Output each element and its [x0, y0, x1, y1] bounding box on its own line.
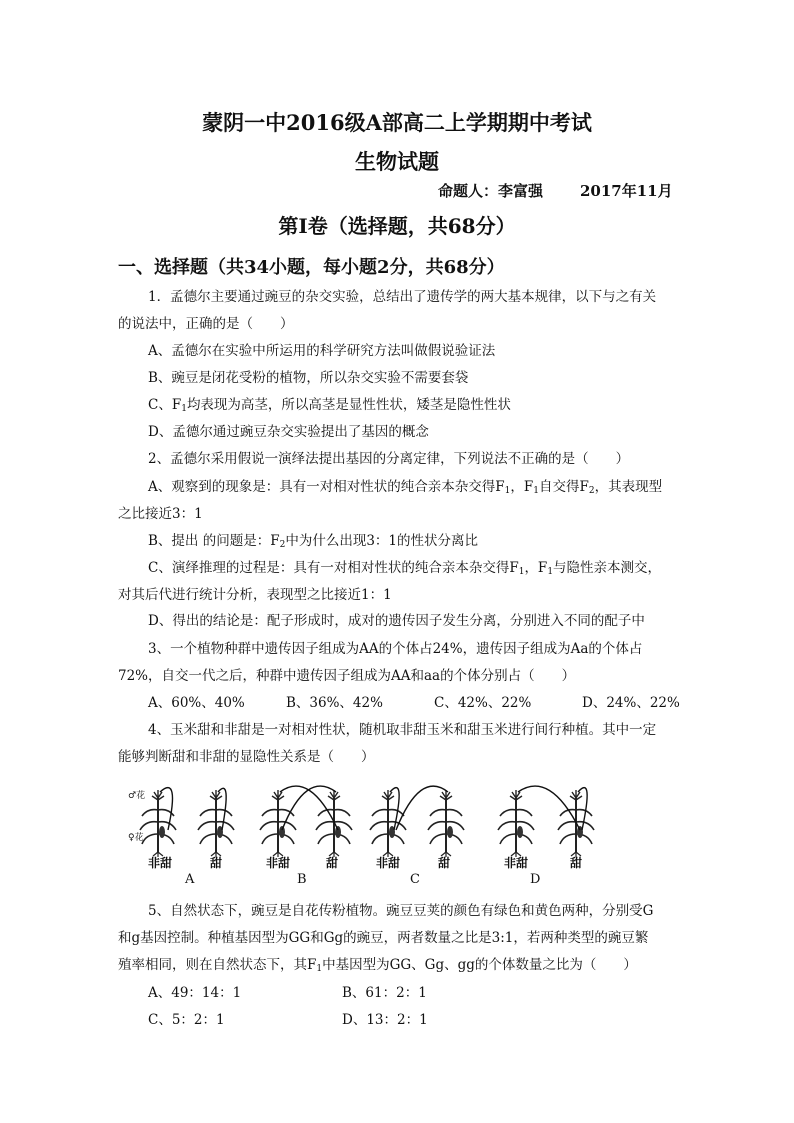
q3-stem-line1: 3、一个植物种群中遗传因子组成为AA的个体占24%，遗传因子组成为Aa的个体占	[148, 641, 643, 657]
figure-option-a	[140, 788, 234, 857]
q2-option-a-line1: A、观察到的现象是：具有一对相对性状的纯合亲本杂交得$F_1$，$F_1$自交得$F_2$，其表现型	[148, 479, 663, 496]
q1-option-c: C、$F_1$均表现为高茎，所以高茎是显性性状，矮茎是隐性性状	[148, 397, 511, 414]
exam-subtitle: 生物试题	[355, 149, 439, 174]
q3-option-c: C、42%、22%	[434, 695, 532, 711]
q5-option-c: C、5：2：1	[148, 1012, 225, 1028]
author: 命题人：李富强	[438, 182, 544, 200]
q1-stem-line1: 1．孟德尔主要通过豌豆的杂交实验，总结出了遗传学的两大基本规律，以下与之有关	[148, 289, 657, 305]
figure-letter-a: A	[185, 872, 195, 887]
figure-a-left-label: 非甜	[148, 856, 173, 870]
q2-option-c-line1: C、演绎推理的过程是：具有一对相对性状的纯合亲本杂交得$F_1$，$F_1$与隐性亲本测交，	[148, 560, 662, 577]
q4-stem-line2: 能够判断甜和非甜的显隐性关系是（ ）	[118, 749, 375, 765]
figure-c-left-label: 非甜	[376, 856, 401, 870]
figure-b-right-label: 甜	[326, 856, 339, 870]
q3-option-b: B、36%、42%	[286, 695, 383, 711]
figure-option-b	[260, 786, 352, 857]
q2-option-c-line2: 对其后代进行统计分析，表现型之比接近1：1	[118, 587, 392, 603]
q4-stem-line1: 4、玉米甜和非甜是一对相对性状，随机取非甜玉米和甜玉米进行间行种植。其中一定	[148, 722, 657, 738]
figure-b-left-label: 非甜	[266, 856, 291, 870]
q5-stem-line1: 5、自然状态下，豌豆是自花传粉植物。豌豆豆荚的颜色有绿色和黄色两种，分别受G	[148, 903, 654, 919]
q5-option-b: B、61：2：1	[342, 985, 427, 1001]
q5-option-d: D、13：2：1	[342, 1012, 428, 1028]
q3-option-a: A、60%、40%	[148, 695, 245, 711]
figure-d-right-label: 甜	[570, 856, 583, 870]
q3-stem-line2: 72%，自交一代之后，种群中遗传因子组成为AA和aa的个体分别占（ ）	[118, 668, 576, 684]
figure-option-c	[370, 786, 464, 857]
q4-figure	[130, 780, 690, 890]
q5-option-a: A、49：14：1	[148, 985, 242, 1001]
figure-letter-d: D	[530, 872, 541, 887]
q2-option-b: B、提出 的问题是：$F_2$中为什么出现3：1的性状分离比	[148, 533, 479, 550]
female-flower-label: ♀花	[128, 833, 144, 843]
figure-c-right-label: 甜	[438, 856, 451, 870]
q3-option-d: D、24%、22%	[582, 695, 680, 711]
q5-stem-line2: 和g基因控制。种植基因型为GG和Gg的豌豆，两者数量之比是3:1，若两种类型的豌豆繁	[118, 930, 649, 946]
figure-a-right-label: 甜	[210, 856, 223, 870]
figure-option-d	[498, 786, 594, 857]
section-heading: 一、选择题（共34小题，每小题2分，共68分）	[118, 257, 505, 278]
q2-option-a-line2: 之比接近3：1	[118, 506, 203, 522]
exam-date: 2017年11月	[580, 182, 673, 200]
q1-option-d: D、孟德尔通过豌豆杂交实验提出了基因的概念	[148, 424, 429, 440]
q1-option-a: A、孟德尔在实验中所运用的科学研究方法叫做假说验证法	[148, 343, 496, 359]
q2-option-d: D、得出的结论是：配子形成时，成对的遗传因子发生分离，分别进入不同的配子中	[148, 613, 645, 629]
male-flower-label: ♂花	[128, 791, 146, 801]
q1-stem-line2: 的说法中，正确的是（ ）	[118, 316, 294, 332]
q2-stem: 2、孟德尔采用假说一演绎法提出基因的分离定律，下列说法不正确的是（ ）	[148, 451, 630, 467]
figure-letter-c: C	[410, 872, 420, 887]
exam-title: 蒙阴一中2016级A部高二上学期期中考试	[202, 110, 592, 135]
volume-title: 第Ⅰ卷（选择题，共68分）	[278, 214, 516, 238]
figure-letter-b: B	[297, 872, 307, 887]
q5-stem-line3: 殖率相同，则在自然状态下，其$F_1$中基因型为GG、Gg、gg的个体数量之比为（ ）	[118, 957, 637, 974]
figure-d-left-label: 非甜	[504, 856, 529, 870]
q1-option-b: B、豌豆是闭花受粉的植物，所以杂交实验不需要套袋	[148, 370, 469, 386]
